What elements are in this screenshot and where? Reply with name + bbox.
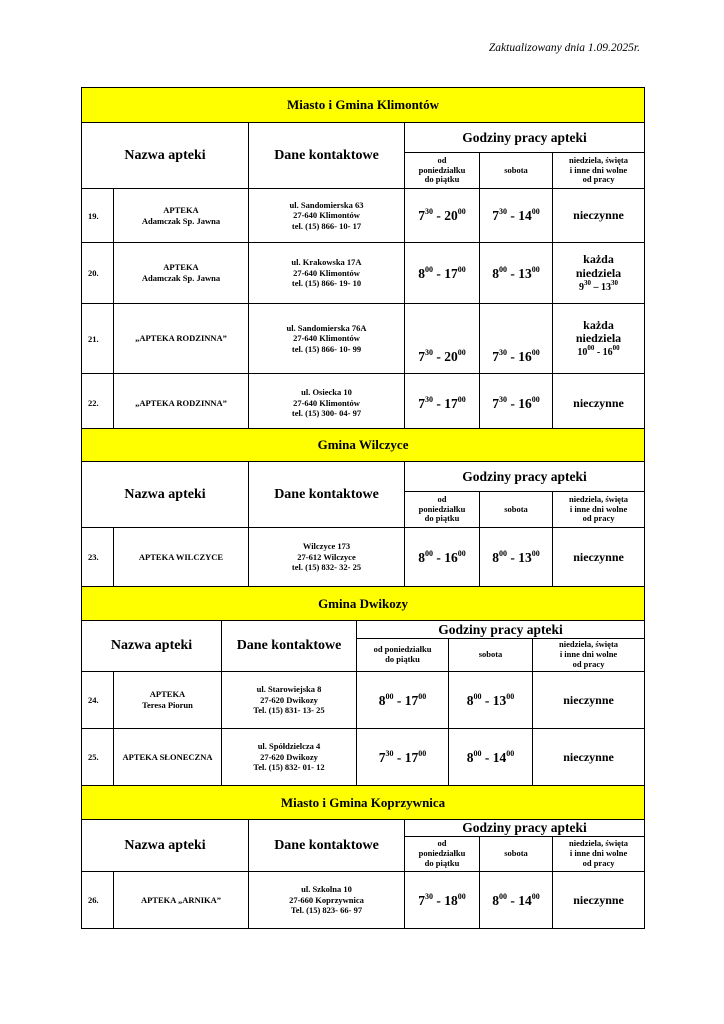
header-weekdays: od poniedziałku do piątku bbox=[405, 492, 480, 528]
pharmacy-contact: Wilczyce 173 27-612 Wilczyce tel. (15) 832- 32- 25 bbox=[249, 528, 405, 587]
header-contact: Dane kontaktowe bbox=[222, 621, 357, 672]
table-row bbox=[82, 729, 645, 786]
pharmacy-table bbox=[81, 785, 645, 929]
pharmacy-name: „APTEKA RODZINNA” bbox=[114, 304, 249, 374]
hours-weekdays: $8^{00} - 16^{00}$ bbox=[405, 528, 480, 587]
row-number: 23. bbox=[82, 528, 114, 587]
hours-sunday: nieczynne bbox=[553, 528, 645, 587]
table-row bbox=[82, 189, 645, 243]
header-hours: Godziny pracy apteki bbox=[405, 123, 645, 153]
table-row bbox=[82, 243, 645, 304]
hours-sunday: każda niedziela $10^{00} - 16^{00}$ bbox=[553, 304, 645, 374]
update-date: Zaktualizowany dnia 1.09.2025r. bbox=[488, 42, 640, 54]
hours-weekdays: $7^{30} - 20^{00}$ bbox=[405, 304, 480, 374]
section-koprzywnica bbox=[81, 785, 644, 929]
pharmacy-contact: ul. Sandomierska 76A 27-640 Klimontów tel. (15) 866- 10- 99 bbox=[249, 304, 405, 374]
section-dwikozy bbox=[81, 586, 644, 786]
row-number: 24. bbox=[82, 672, 114, 729]
header-saturday: sobota bbox=[480, 492, 553, 528]
hours-saturday: $7^{30} - 16^{00}$ bbox=[480, 374, 553, 433]
pharmacy-table bbox=[81, 87, 645, 433]
pharmacy-table bbox=[81, 428, 645, 587]
pharmacy-contact: ul. Spółdzielcza 4 27-620 Dwikozy Tel. (15) 832- 01- 12 bbox=[222, 729, 357, 786]
header-contact: Dane kontaktowe bbox=[249, 462, 405, 528]
header-weekdays: od poniedziałku do piątku bbox=[405, 153, 480, 189]
header-contact: Dane kontaktowe bbox=[249, 820, 405, 872]
header-weekdays: od poniedziałku do piątku bbox=[405, 837, 480, 872]
header-saturday: sobota bbox=[449, 639, 533, 672]
row-number: 25. bbox=[82, 729, 114, 786]
hours-weekdays: $7^{30} - 17^{00}$ bbox=[357, 729, 449, 786]
section-wilczyce bbox=[81, 428, 644, 587]
section-title: Gmina Wilczyce bbox=[82, 429, 645, 462]
header-hours: Godziny pracy apteki bbox=[405, 462, 645, 492]
pharmacy-contact: ul. Szkolna 10 27-660 Koprzywnica Tel. (15) 823- 66- 97 bbox=[249, 872, 405, 929]
table-row bbox=[82, 304, 645, 374]
pharmacy-contact: ul. Krakowska 17A 27-640 Klimontów tel. (15) 866- 19- 10 bbox=[249, 243, 405, 304]
header-name: Nazwa apteki bbox=[82, 123, 249, 189]
hours-sunday: nieczynne bbox=[553, 872, 645, 929]
pharmacy-name: APTEKA Adamczak Sp. Jawna bbox=[114, 189, 249, 243]
hours-saturday: $8^{00} - 14^{00}$ bbox=[449, 729, 533, 786]
table-row bbox=[82, 872, 645, 929]
pharmacy-name: APTEKA SŁONECZNA bbox=[114, 729, 222, 786]
header-hours: Godziny pracy apteki bbox=[405, 820, 645, 837]
table-row bbox=[82, 528, 645, 587]
hours-sunday: nieczynne bbox=[553, 374, 645, 433]
pharmacy-contact: ul. Sandomierska 63 27-640 Klimontów tel. (15) 866- 10- 17 bbox=[249, 189, 405, 243]
hours-weekdays: $8^{00} - 17^{00}$ bbox=[357, 672, 449, 729]
row-number: 22. bbox=[82, 374, 114, 433]
hours-saturday: $7^{30} - 16^{00}$ bbox=[480, 304, 553, 374]
hours-saturday: $8^{00} - 13^{00}$ bbox=[449, 672, 533, 729]
pharmacy-table bbox=[81, 586, 645, 786]
header-saturday: sobota bbox=[480, 837, 553, 872]
hours-weekdays: $7^{30} - 17^{00}$ bbox=[405, 374, 480, 433]
hours-sunday: nieczynne bbox=[533, 729, 645, 786]
row-number: 19. bbox=[82, 189, 114, 243]
pharmacy-name: APTEKA Teresa Piorun bbox=[114, 672, 222, 729]
header-contact: Dane kontaktowe bbox=[249, 123, 405, 189]
hours-weekdays: $8^{00} - 17^{00}$ bbox=[405, 243, 480, 304]
section-klimontow bbox=[81, 87, 644, 433]
hours-weekdays: $7^{30} - 20^{00}$ bbox=[405, 189, 480, 243]
pharmacy-name: APTEKA Adamczak Sp. Jawna bbox=[114, 243, 249, 304]
row-number: 26. bbox=[82, 872, 114, 929]
hours-saturday: $7^{30} - 14^{00}$ bbox=[480, 189, 553, 243]
header-sunday: niedziela, święta i inne dni wolne od pracy bbox=[553, 492, 645, 528]
section-title: Miasto i Gmina Klimontów bbox=[82, 88, 645, 123]
pharmacy-name: APTEKA WILCZYCE bbox=[114, 528, 249, 587]
hours-sunday: nieczynne bbox=[533, 672, 645, 729]
row-number: 20. bbox=[82, 243, 114, 304]
hours-saturday: $8^{00} - 14^{00}$ bbox=[480, 872, 553, 929]
header-weekdays: od poniedziałku do piątku bbox=[357, 639, 449, 672]
hours-sunday: nieczynne bbox=[553, 189, 645, 243]
header-name: Nazwa apteki bbox=[82, 820, 249, 872]
hours-saturday: $8^{00} - 13^{00}$ bbox=[480, 243, 553, 304]
header-name: Nazwa apteki bbox=[82, 621, 222, 672]
pharmacy-name: APTEKA „ARNIKA” bbox=[114, 872, 249, 929]
hours-sunday: każda niedziela $9^{30} - 13^{30}$ bbox=[553, 243, 645, 304]
header-sunday: niedziela, święta i inne dni wolne od pracy bbox=[553, 153, 645, 189]
header-sunday: niedziela, święta i inne dni wolne od pracy bbox=[553, 837, 645, 872]
section-title: Miasto i Gmina Koprzywnica bbox=[82, 786, 645, 820]
pharmacy-name: „APTEKA RODZINNA” bbox=[114, 374, 249, 433]
header-saturday: sobota bbox=[480, 153, 553, 189]
section-title: Gmina Dwikozy bbox=[82, 587, 645, 621]
pharmacy-contact: ul. Starowiejska 8 27-620 Dwikozy Tel. (15) 831- 13- 25 bbox=[222, 672, 357, 729]
row-number: 21. bbox=[82, 304, 114, 374]
header-sunday: niedziela, święta i inne dni wolne od pracy bbox=[533, 639, 645, 672]
hours-weekdays: $7^{30} - 18^{00}$ bbox=[405, 872, 480, 929]
hours-saturday: $8^{00} - 13^{00}$ bbox=[480, 528, 553, 587]
header-name: Nazwa apteki bbox=[82, 462, 249, 528]
table-row bbox=[82, 374, 645, 433]
header-hours: Godziny pracy apteki bbox=[357, 621, 645, 639]
table-row bbox=[82, 672, 645, 729]
pharmacy-contact: ul. Osiecka 10 27-640 Klimontów tel. (15) 300- 04- 97 bbox=[249, 374, 405, 433]
